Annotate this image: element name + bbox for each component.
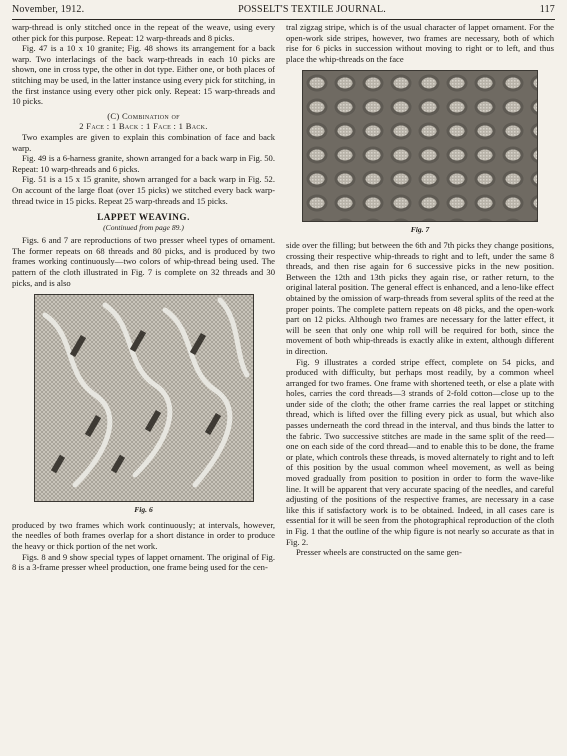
combination-line: 2 Face : 1 Back : 1 Face : 1 Back. — [79, 121, 208, 132]
fig7-net-pattern — [303, 71, 537, 221]
left-paragraph-1: warp-thread is only stitched once in the repeat of the weave, using every other pick for this purpose. Repeat: 12 warp-threads and 8 picks. — [12, 22, 275, 43]
right-paragraph-3: Fig. 9 illustrates a corded stripe effect, complete on 54 picks, and produced with difficulty, but perhaps most readily, by a common wheel arranged for two frames. One frame with shortened teeth, or else a plate with holes, carries the cord threads—3 strands of 2-fold cotton—close up to the under side of the cloth; the other frame carries the real lappet or stitching thread, which is lifted over the filling every pick as usual, but which also passes underneath the cord thread in the interval, and thus binds the latter to the fabric. Two successive stitches are made in the same split of the reed—one on each side of the cord thread—and to enable this to be done, the frame or plate, which controls these threads, is moved alternately to right and to left of this position by the usual common wheel movement, as well as being moved gradually from position to position in order to form the wave-like line. It will be apparent that very accurate spacing of the needles, and careful adjusting of the positions of the respective frames, are necessary in a case like this if satisfactory work is to be obtained. Indeed, in all cases care is essential for it will be seen from the photographical reproduction of the cloth in Fig. 1 that the outline of the whip figure is not nearly so accurate as that in Fig. 2. — [286, 356, 554, 547]
continued-note: (Continued from page 89.) — [103, 222, 184, 232]
header-date: November, 1912. — [12, 4, 85, 15]
section-heading: (C) Combination of — [107, 110, 180, 121]
left-paragraph-8: Figs. 8 and 9 show special types of lappet ornament. The original of Fig. 8 is a 3-frame presser wheel production, one frame being used for the cen- — [12, 551, 275, 573]
figure-6-image — [34, 294, 254, 502]
left-paragraph-4: Fig. 49 is a 6-harness granite, shown arranged for a back warp in Fig. 50. Repeat: 10 warp-threads and 6 picks. — [12, 153, 275, 174]
left-paragraph-6: Figs. 6 and 7 are reproductions of two presser wheel types of ornament. The former repeats on 68 threads and 80 picks, and is produced by two frames working continuously—two colors of whip-thread being used. The pattern of the cloth illustrated in Fig. 7 is complete on 32 threads and 30 picks, and is also — [12, 235, 275, 288]
right-paragraph-4: Presser wheels are constructed on the same gen- — [296, 547, 462, 558]
header-page-number: 117 — [539, 4, 555, 15]
figure-7-caption: Fig. 7 — [410, 225, 430, 235]
figure-6-caption: Fig. 6 — [134, 505, 153, 515]
fig6-fabric-pattern — [35, 295, 253, 501]
left-paragraph-2: Fig. 47 is a 10 x 10 granite; Fig. 48 shows its arrangement for a back warp. Two interlacings of the back warp-threads in each 10 picks are shown, one in cross type, the other in dot type. Either one, or both places of stitching may be used, in the latter instance using every pick for stitching, in the first instance using every other pick only. Repeat: 15 warp-threads and 10 picks. — [12, 43, 275, 107]
running-header — [12, 4, 555, 18]
left-paragraph-7: produced by two frames which work continuously; at intervals, however, the needles of both frames overlap for a short distance in order to produce the heavy or thick portion of the net work. — [12, 519, 275, 552]
right-paragraph-2: side over the filling; but between the 6th and 7th picks they change positions, crossing their respective whip-threads to right and to left, under the same 8 threads, and then rise again for 6 successive picks in the new position. Between the 12th and 13th picks they again rise, or rather return, to the original lateral position. The general effect is enhanced, and a leno-like effect obtained by the omission of warp-threads from several splits of the reed at the proper points. The complete pattern repeats on 48 picks, and the open-work part on 12 picks. Although two frames are necessary for the latter effect, it will be seen that only one whip roll will be required for both, since the movement of both whip-threads is exactly alike in extent, although different in direction. — [286, 239, 555, 356]
lappet-weaving-heading: LAPPET WEAVING. — [97, 212, 190, 223]
left-paragraph-3: Two examples are given to explain this combination of face and back warp. — [12, 131, 275, 153]
figure-7-image — [302, 70, 538, 222]
header-journal-title: POSSELT'S TEXTILE JOURNAL. — [238, 4, 386, 15]
header-rule — [12, 19, 555, 20]
right-column — [286, 22, 554, 558]
left-paragraph-5: Fig. 51 is a 15 x 15 granite, shown arranged for a back warp in Fig. 52. On account of the large float (over 15 picks) we stitched every back warp-thread twice in 15 picks. Repeat 25 warp-threads and 15 picks. — [12, 174, 275, 206]
left-column — [12, 22, 275, 573]
right-paragraph-1: tral zigzag stripe, which is of the usual character of lappet ornament. For the open-work side stripes, however, two frames are necessary, both of which rise for 6 picks in succession without moving to right or to left, and thus place the whip-threads on the face — [286, 22, 554, 64]
